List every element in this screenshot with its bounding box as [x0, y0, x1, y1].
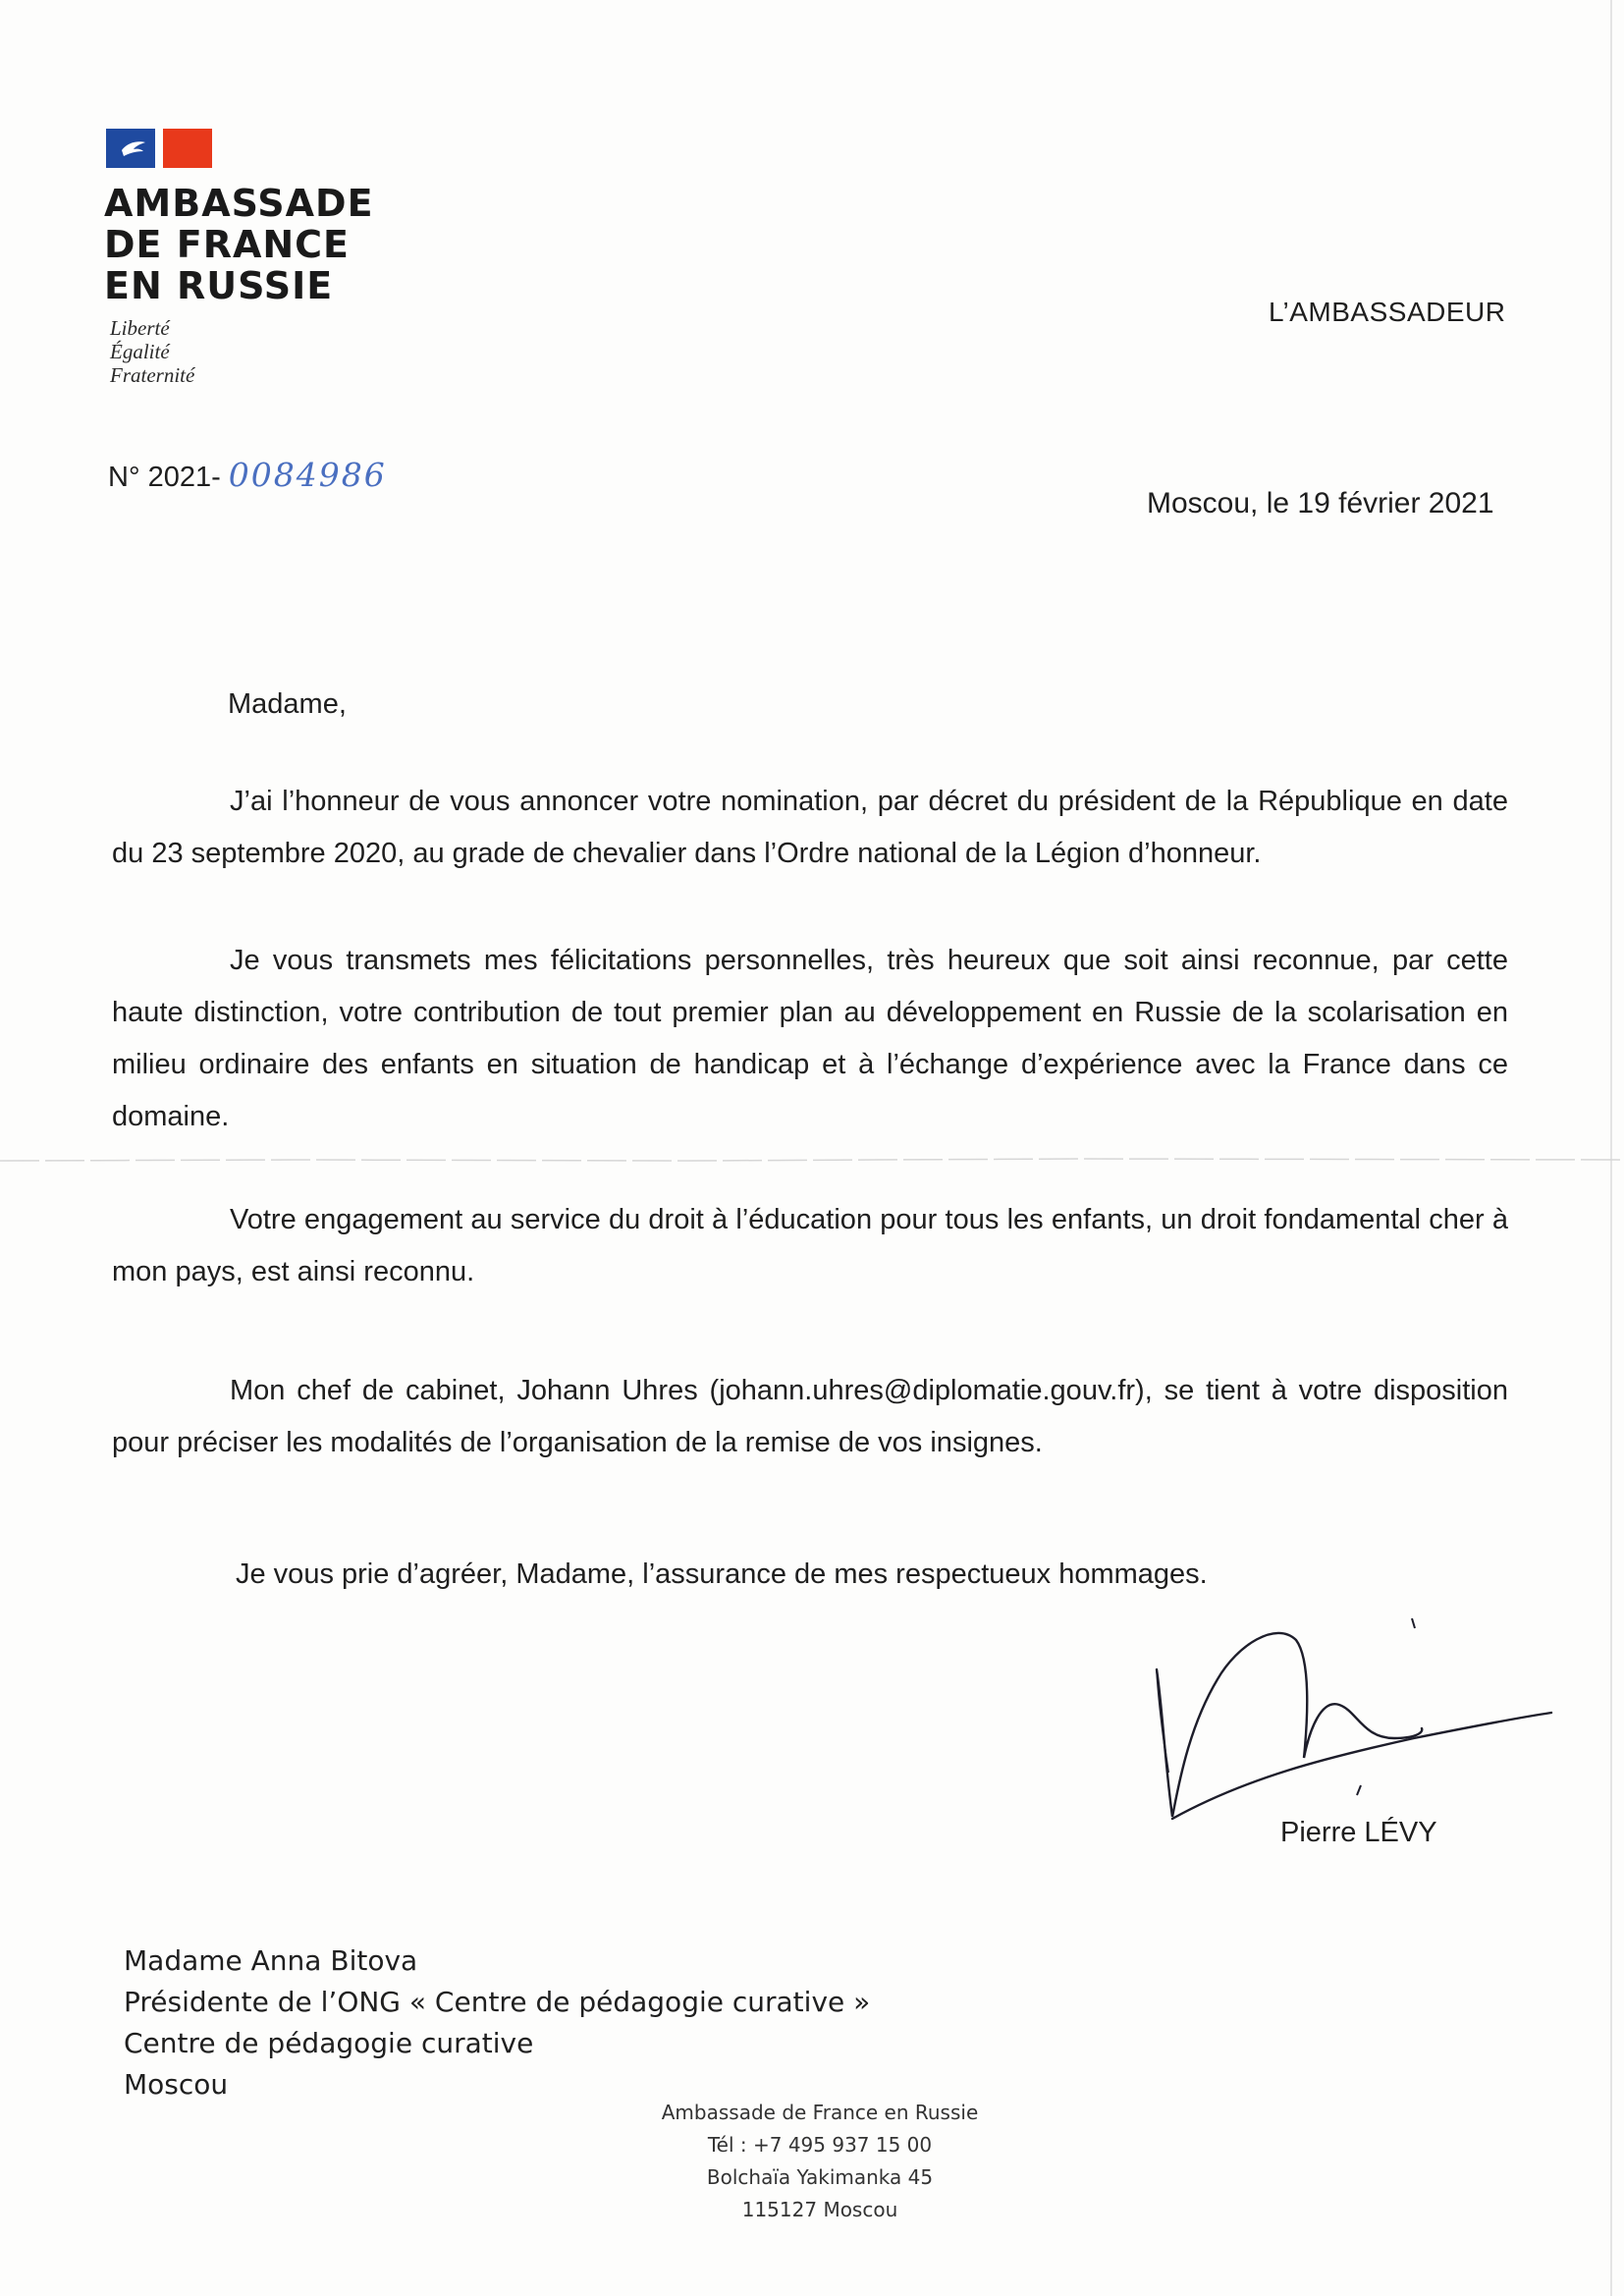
french-republic-logo: [106, 129, 212, 168]
recipient-address: [124, 1941, 870, 2105]
body-paragraph: [112, 935, 1508, 1143]
letter-date: Moscou, le 19 février 2021: [1147, 487, 1494, 519]
recipient-organization: Centre de pédagogie curative: [124, 2027, 534, 2059]
embassy-name-line2: DE FRANCE: [104, 223, 351, 266]
signer-name: Pierre LÉVY: [1280, 1817, 1437, 1848]
embassy-name: [104, 183, 374, 306]
recipient-name: Madame Anna Bitova: [124, 1944, 418, 1977]
motto-liberte: Liberté: [110, 316, 170, 340]
closing-formula: Je vous prie d’agréer, Madame, l’assurance de mes respectueux hommages.: [236, 1558, 1208, 1590]
embassy-name-line3: EN RUSSIE: [104, 264, 334, 307]
body-paragraph: [112, 1194, 1508, 1298]
footer-embassy: Ambassade de France en Russie: [661, 2101, 979, 2124]
handwritten-signature: [1129, 1561, 1561, 1836]
paragraph-text: Mon chef de cabinet, Johann Uhres (johann.uhres@diplomatie.gouv.fr), se tient à votre disposition pour préciser les modalités de l’organisation de la remise de vos insignes.: [112, 1375, 1508, 1458]
reference-handwritten-number: 0084986: [228, 456, 387, 494]
flag-red-block: [163, 129, 212, 168]
motto-fraternite: Fraternité: [110, 363, 195, 387]
embassy-footer: [589, 2097, 1051, 2226]
paragraph-text: Votre engagement au service du droit à l’éducation pour tous les enfants, un droit fondamental cher à mon pays, est ainsi reconnu.: [112, 1204, 1508, 1287]
republic-motto: [110, 316, 194, 387]
reference-prefix: N° 2021-: [108, 462, 221, 493]
page-edge: [1610, 0, 1612, 2296]
recipient-title: Présidente de l’ONG « Centre de pédagogie curative »: [124, 1986, 871, 2018]
sender-role: L’AMBASSADEUR: [1269, 297, 1506, 327]
marianne-icon: [118, 137, 147, 160]
paragraph-text: J’ai l’honneur de vous annoncer votre nomination, par décret du président de la République en date du 23 septembre 2020, au grade de chevalier dans l’Ordre national de la Légion d’honneur.: [112, 786, 1508, 869]
paragraph-text: Je vous transmets mes félicitations personnelles, très heureux que soit ainsi reconnue, par cette haute distinction, votre contribution de tout premier plan au développement en Russie de la scolarisation en milieu ordinaire des enfants en situation de handicap et à l’échange d’expérience avec la France dans ce domaine.: [112, 945, 1508, 1132]
body-paragraph: [112, 1365, 1508, 1469]
embassy-name-line1: AMBASSADE: [104, 182, 374, 225]
footer-postcode: 115127 Moscou: [741, 2198, 898, 2221]
salutation: Madame,: [228, 688, 347, 720]
footer-street: Bolchaïa Yakimanka 45: [706, 2165, 934, 2189]
body-paragraph: [112, 776, 1508, 880]
recipient-city: Moscou: [124, 2068, 229, 2101]
paper-fold-line: [0, 1157, 1624, 1163]
footer-phone: Tél : +7 495 937 15 00: [707, 2133, 933, 2157]
motto-egalite: Égalité: [110, 340, 170, 363]
reference-number: [108, 456, 387, 494]
